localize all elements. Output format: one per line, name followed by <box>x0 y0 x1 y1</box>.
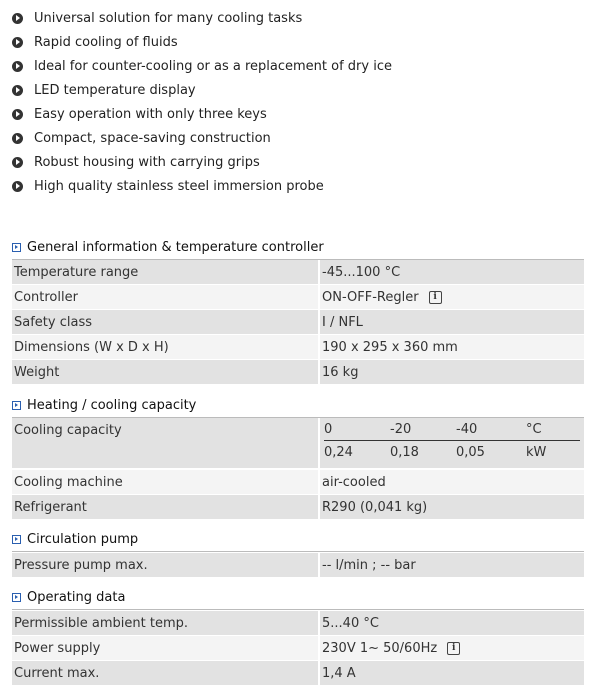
capacity-value: 0,18 <box>390 444 419 460</box>
capacity-temp-row <box>324 418 580 441</box>
row-value: 5...40 °C <box>322 615 379 631</box>
row-label: Cooling capacity <box>12 418 320 468</box>
feature-text: Robust housing with carrying grips <box>34 154 260 170</box>
feature-text: Compact, space-saving construction <box>34 130 271 146</box>
feature-item <box>12 30 392 54</box>
bullet-arrow-icon <box>12 133 23 144</box>
table-row <box>12 553 584 578</box>
bullet-arrow-icon <box>12 85 23 96</box>
expand-arrow-icon <box>12 535 21 544</box>
bullet-arrow-icon <box>12 37 23 48</box>
table-row <box>12 611 584 636</box>
capacity-temp: -40 <box>456 421 478 437</box>
bullet-arrow-icon <box>12 61 23 72</box>
row-value: 190 x 295 x 360 mm <box>322 339 458 355</box>
table-row <box>12 360 584 385</box>
capacity-value-row <box>324 441 580 463</box>
capacity-grid <box>324 418 580 463</box>
row-label: Controller <box>12 285 320 309</box>
feature-text: Easy operation with only three keys <box>34 106 267 122</box>
table-row <box>12 495 584 520</box>
row-value: -- l/min ; -- bar <box>322 557 416 573</box>
row-value: I / NFL <box>322 314 363 330</box>
bullet-arrow-icon <box>12 157 23 168</box>
table-row <box>12 335 584 360</box>
section-title: Heating / cooling capacity <box>27 397 197 413</box>
feature-text: Universal solution for many cooling tasks <box>34 10 303 26</box>
section-header-heating[interactable] <box>12 393 584 418</box>
feature-item <box>12 150 392 174</box>
capacity-temp: -20 <box>390 421 412 437</box>
row-label: Cooling machine <box>12 470 320 494</box>
row-value: R290 (0,041 kg) <box>322 499 428 515</box>
section-title: General information & temperature controller <box>27 239 324 255</box>
feature-text: Rapid cooling of fluids <box>34 34 178 50</box>
capacity-unit: °C <box>526 421 542 437</box>
table-row <box>12 310 584 335</box>
cooling-capacity-table <box>320 418 584 463</box>
expand-arrow-icon <box>12 593 21 602</box>
row-label: Pressure pump max. <box>12 553 320 577</box>
feature-item <box>12 6 392 30</box>
row-label: Power supply <box>12 636 320 660</box>
row-label: Weight <box>12 360 320 384</box>
table-row <box>12 285 584 310</box>
capacity-value: 0,24 <box>324 444 353 460</box>
feature-item <box>12 102 392 126</box>
bullet-arrow-icon <box>12 13 23 24</box>
row-label: Temperature range <box>12 260 320 284</box>
row-value-cell <box>320 285 584 309</box>
feature-item <box>12 78 392 102</box>
feature-item <box>12 54 392 78</box>
feature-item <box>12 126 392 150</box>
table-row <box>12 661 584 686</box>
section-header-pump[interactable] <box>12 527 584 552</box>
feature-list <box>12 6 392 198</box>
capacity-value: 0,05 <box>456 444 485 460</box>
row-value: 230V 1~ 50/60Hz <box>322 640 438 656</box>
info-icon[interactable]: i <box>429 291 442 304</box>
expand-arrow-icon <box>12 401 21 410</box>
capacity-temp: 0 <box>324 421 333 437</box>
expand-arrow-icon <box>12 243 21 252</box>
section-header-general[interactable] <box>12 235 584 260</box>
row-label: Permissible ambient temp. <box>12 611 320 635</box>
row-value-cell <box>320 636 584 660</box>
row-label: Dimensions (W x D x H) <box>12 335 320 359</box>
capacity-unit: kW <box>526 444 547 460</box>
table-row <box>12 470 584 495</box>
section-header-operating[interactable] <box>12 585 584 610</box>
row-value: -45...100 °C <box>322 264 401 280</box>
bullet-arrow-icon <box>12 109 23 120</box>
table-row <box>12 260 584 285</box>
info-icon[interactable]: i <box>447 642 460 655</box>
row-label: Safety class <box>12 310 320 334</box>
table-row <box>12 636 584 661</box>
row-value: 1,4 A <box>322 665 356 681</box>
section-title: Circulation pump <box>27 531 139 547</box>
row-value: ON-OFF-Regler <box>322 289 419 305</box>
feature-text: LED temperature display <box>34 82 196 98</box>
row-label: Current max. <box>12 661 320 685</box>
feature-text: Ideal for counter-cooling or as a replacement of dry ice <box>34 58 392 74</box>
feature-text: High quality stainless steel immersion probe <box>34 178 324 194</box>
bullet-arrow-icon <box>12 181 23 192</box>
feature-item <box>12 174 392 198</box>
row-value: 16 kg <box>322 364 359 380</box>
table-row-cooling-capacity <box>12 418 584 469</box>
section-title: Operating data <box>27 589 126 605</box>
row-value: air-cooled <box>322 474 386 490</box>
row-label: Refrigerant <box>12 495 320 519</box>
